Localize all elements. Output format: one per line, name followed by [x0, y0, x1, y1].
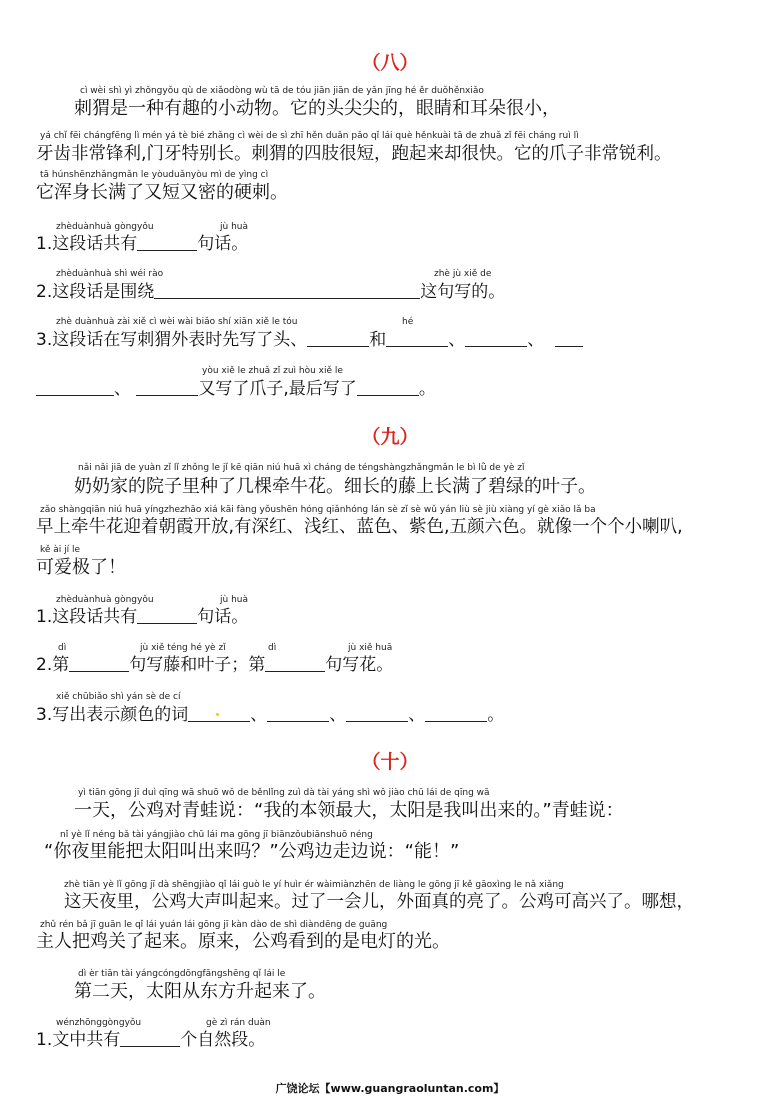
answer-blank[interactable] — [386, 330, 448, 347]
answer-blank[interactable] — [36, 379, 114, 396]
question-2 — [36, 654, 393, 676]
question-1 — [36, 606, 248, 628]
question-text: 1.文中共有 — [36, 1030, 121, 1050]
pinyin-line: kě ài jí le — [40, 545, 81, 555]
pinyin-line: gè zì rán duàn — [206, 1018, 271, 1028]
section-title-9: （九） — [361, 426, 419, 448]
answer-blank[interactable] — [137, 607, 197, 624]
question-text: 、 — [408, 705, 426, 725]
pinyin-line: dì — [58, 643, 67, 653]
section-title-8: （八） — [361, 52, 419, 74]
paragraph-line: 奶奶家的院子里种了几棵牵牛花。细长的藤上长满了碧绿的叶子。 — [74, 476, 596, 497]
answer-blank[interactable] — [136, 379, 198, 396]
pinyin-line: yòu xiě le zhuǎ zǐ zuì hòu xiě le — [202, 366, 343, 376]
answer-blank[interactable] — [267, 705, 329, 722]
question-text: 。 — [487, 705, 505, 725]
question-text: 、 — [448, 330, 466, 350]
question-text: 又写了爪子,最后写了 — [198, 379, 357, 399]
answer-blank[interactable] — [265, 655, 325, 672]
pinyin-line: nǐ yè lǐ néng bǎ tài yángjiào chū lái ma gōng jī biānzǒubiānshuō néng — [60, 830, 373, 840]
footer-source: 广饶论坛【www.guangraoluntan.com】 — [275, 1082, 505, 1095]
pinyin-line: nǎi nǎi jiā de yuàn zǐ lǐ zhǒng le jǐ kē qiān niú huā xì cháng de téngshàngzhǎngmǎn le bì lǜ de yè zǐ — [78, 463, 525, 473]
answer-blank[interactable] — [120, 1030, 180, 1047]
question-1 — [36, 1029, 265, 1051]
pinyin-line: zhè duànhuà zài xiě cì wèi wài biǎo shí xiān xiě le tóu — [56, 317, 298, 327]
question-text: 2.这段话是围绕 — [36, 282, 155, 302]
pinyin-line: yá chǐ fēi chángfēng lì mén yá tè bié zhǎng cì wèi de sì zhī hěn duǎn pǎo qǐ lái què hěnkuài tā de zhuǎ zǐ fēi cháng ruì lì — [40, 131, 579, 141]
question-3-continued — [36, 378, 436, 400]
question-1 — [36, 233, 248, 255]
question-text: 个自然段。 — [180, 1030, 266, 1050]
pinyin-line: cì wèi shì yì zhǒngyǒu qù de xiǎodòng wù tā de tóu jiān jiān de yǎn jīng hé ěr duǒhěnxiǎo — [80, 86, 484, 96]
pinyin-line: zhèduànhuà gòngyǒu — [56, 595, 154, 605]
pinyin-line: wénzhōnggòngyǒu — [56, 1018, 142, 1028]
pinyin-line: zhǔ rén bǎ jī guān le qǐ lái yuán lái gōng jī kàn dào de shì diàndēng de guāng — [40, 920, 388, 930]
answer-blank[interactable] — [425, 705, 487, 722]
pinyin-line: dì — [268, 643, 277, 653]
pinyin-line: zhèduànhuà gòngyǒu — [56, 222, 154, 232]
paragraph-line: “你夜里能把太阳叫出来吗？”公鸡边走边说：“能！” — [44, 841, 460, 862]
pinyin-line: yì tiān gōng jī duì qīng wā shuō wǒ de běnlǐng zuì dà tài yáng shì wǒ jiào chū lái de qīng wā — [78, 788, 490, 798]
pinyin-line: jù xiě huā — [348, 643, 393, 653]
question-text: 这句写的。 — [420, 282, 506, 302]
answer-blank[interactable] — [137, 234, 197, 251]
pinyin-line: jù huà — [220, 595, 248, 605]
answer-blank[interactable] — [465, 330, 527, 347]
answer-blank[interactable] — [357, 379, 419, 396]
paragraph-line: 它浑身长满了又短又密的硬刺。 — [36, 182, 288, 203]
answer-blank[interactable] — [154, 282, 420, 299]
pinyin-line: xiě chūbiǎo shì yán sè de cí — [56, 692, 181, 702]
question-text: 2.第 — [36, 655, 70, 675]
question-3 — [36, 704, 504, 726]
paragraph-line: 这天夜里，公鸡大声叫起来。过了一会儿，外面真的亮了。公鸡可高兴了。哪想， — [64, 892, 694, 912]
question-text: 句话。 — [197, 607, 249, 627]
paragraph-line: 第二天，太阳从东方升起来了。 — [74, 981, 326, 1002]
answer-blank[interactable] — [69, 655, 129, 672]
question-2 — [36, 281, 505, 303]
question-text: 、 — [114, 379, 131, 399]
question-text: 、 — [250, 705, 268, 725]
question-text: 和 — [369, 330, 387, 350]
answer-blank[interactable] — [555, 330, 583, 347]
pinyin-line: zhèduànhuà shì wéi rào — [56, 269, 164, 279]
pinyin-line: zhè tiān yè lǐ gōng jī dà shēngjiào qǐ lái guò le yí huìr ér wàimiànzhēn de liàng le gōng jī kě gāoxìng le nǎ xiǎng — [64, 880, 564, 890]
pinyin-line: zǎo shàngqiān niú huā yíngzhezhāo xiá kāi fàng yǒushēn hóng qiǎnhóng lán sè zǐ sè wǔ yán liù sè jiù xiàng yí gè xiǎo lǎ ba — [40, 505, 596, 515]
paragraph-line: 主人把鸡关了起来。原来，公鸡看到的是电灯的光。 — [36, 931, 450, 952]
question-text: 1.这段话共有 — [36, 607, 138, 627]
pinyin-line: dì èr tiān tài yángcóngdōngfāngshēng qǐ lái le — [78, 969, 286, 979]
answer-blank[interactable] — [188, 705, 250, 722]
question-text: 句写花。 — [325, 655, 394, 675]
pinyin-line: tā húnshēnzhǎngmǎn le yòuduǎnyòu mì de yìng cì — [40, 170, 269, 180]
answer-blank[interactable] — [307, 330, 369, 347]
paragraph-line: 可爱极了！ — [36, 557, 126, 578]
question-text: 。 — [418, 379, 436, 399]
question-text: 3.这段话在写刺猬外表时先写了头、 — [36, 330, 308, 350]
section-title-10: （十） — [361, 751, 419, 773]
paragraph-line: 刺猬是一种有趣的小动物。它的头尖尖的，眼睛和耳朵很小， — [74, 98, 560, 119]
paragraph-line: 一天，公鸡对青蛙说：“我的本领最大，太阳是我叫出来的。”青蛙说： — [74, 800, 624, 821]
question-text: 句话。 — [197, 234, 249, 254]
pinyin-line: hé — [402, 317, 414, 327]
answer-blank[interactable] — [346, 705, 408, 722]
question-text: 1.这段话共有 — [36, 234, 138, 254]
question-text: 、 — [527, 330, 545, 350]
pinyin-line: jù huà — [220, 222, 248, 232]
question-3 — [36, 329, 583, 351]
pinyin-line: jù xiě téng hé yè zǐ — [140, 643, 226, 653]
pinyin-line: zhè jù xiě de — [434, 269, 492, 279]
question-text: 句写藤和叶子；第 — [129, 655, 266, 675]
question-text: 、 — [329, 705, 347, 725]
paragraph-line: 牙齿非常锋利,门牙特别长。刺猬的四肢很短，跑起来却很快。它的爪子非常锐利。 — [36, 144, 672, 164]
paragraph-line: 早上牵牛花迎着朝霞开放,有深红、浅红、蓝色、紫色,五颜六色。就像一个个小喇叭, — [36, 517, 683, 537]
question-text: 3.写出表示颜色的词 — [36, 705, 189, 725]
